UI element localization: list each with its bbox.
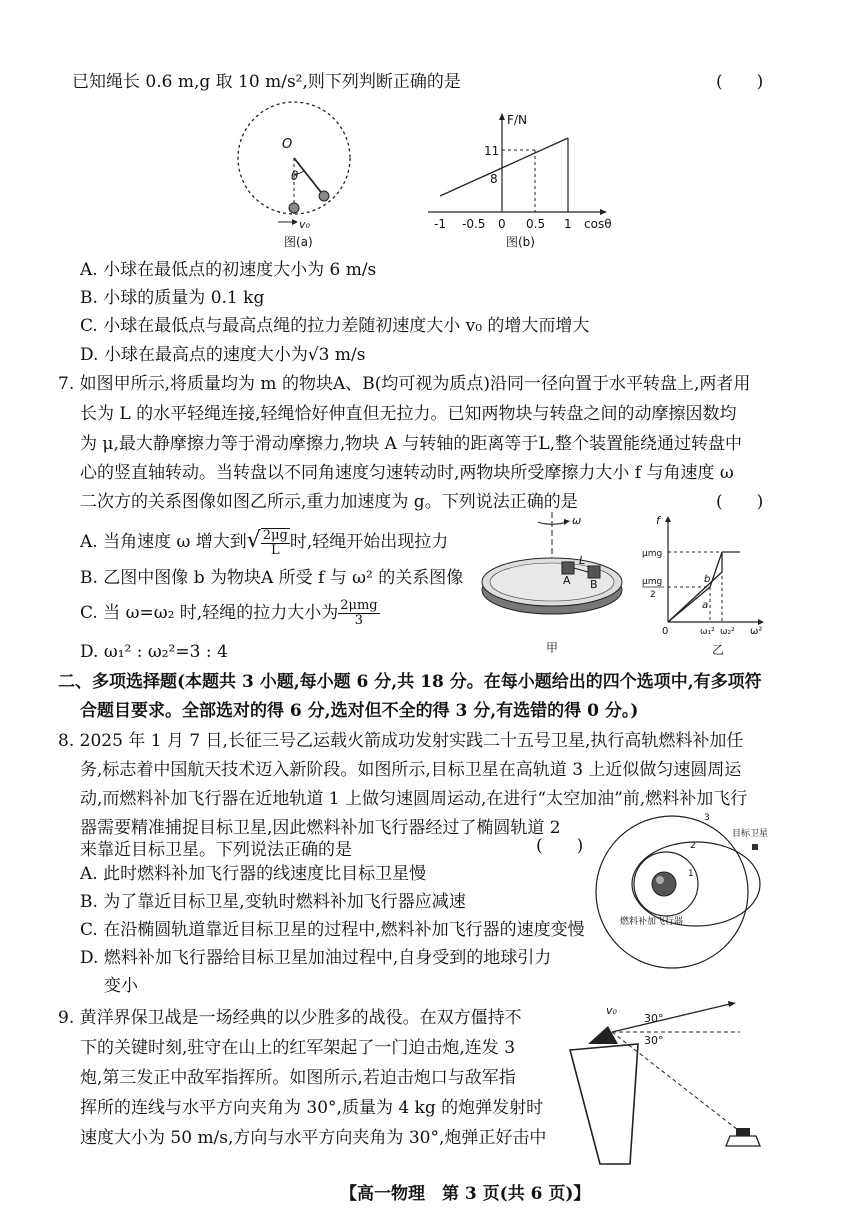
q8-line-3: 动,而燃料补加飞行器在近地轨道 1 上做匀速圆周运动,在进行“太空加油”前,燃料补加飞行 — [80, 789, 748, 809]
q9-line-3: 炮,第三发正中敌军指挥所。如图所示,若迫击炮口与敌军指 — [80, 1068, 516, 1088]
fig-a-theta: θ — [291, 169, 299, 183]
q8-line-4: 器需要精准捕捉目标卫星,因此燃料补加飞行器经过了椭圆轨道 2 — [80, 818, 561, 838]
target-label: 目标卫星 — [732, 829, 769, 839]
page-footer: 【高一物理 第 3 页(共 6 页)】 — [340, 1184, 591, 1204]
q7-answer-paren: ( ) — [716, 492, 764, 512]
q9-line-2: 下的关键时刻,驻守在山上的红军架起了一门迫击炮,连发 3 — [80, 1038, 516, 1058]
orbit-3-label: 3 — [704, 813, 710, 823]
q8-answer-paren: ( ) — [536, 836, 584, 856]
q8-line-1: 8. 2025 年 1 月 7 日,长征三号乙运载火箭成功发射实践二十五号卫星,执行高轨燃料补加任 — [58, 731, 744, 751]
q7-line-3: 为 μ,最大静摩擦力等于滑动摩擦力,物块 A 与转轴的距离等于L,整个装置能绕通过转盘中 — [80, 434, 743, 454]
q7-line-1: 7. 如图甲所示,将质量均为 m 的物块A、B(均可视为质点)沿同一径向置于水平转盘上,两者用 — [58, 374, 751, 394]
fig-yi-w2: ω₂² — [720, 627, 735, 637]
q8-option-a: A. 此时燃料补加飞行器的线速度比目标卫星慢 — [80, 864, 427, 884]
q7-line-2: 长为 L 的水平轻绳连接,轻绳恰好伸直但无拉力。已知两物块与转盘之间的动摩擦因数均 — [80, 404, 737, 424]
fig-b-ytick-8: 8 — [490, 172, 498, 186]
q9-line-1: 9. 黄洋界保卫战是一场经典的以少胜多的战役。在双方僵持不 — [58, 1008, 522, 1028]
craft-label: 燃料补加飞行器 — [620, 917, 684, 927]
section2-line-2: 合题目要求。全部选对的得 6 分,选对但不全的得 3 分,有选错的得 0 分。) — [80, 701, 639, 721]
figure-b — [420, 110, 635, 250]
q7-option-a: A. 当角速度 ω 增大到√ $\frac{2\mu g}{L}$ 时,轻绳开始出现拉力 — [80, 527, 449, 558]
fig-yi-half-num: μmg — [642, 577, 663, 587]
figure-a — [232, 100, 362, 250]
fig-yi-a: a — [702, 600, 709, 611]
fig-yi-f: f — [656, 514, 660, 527]
figure-jia — [478, 508, 628, 660]
fig-b-xtick: 1 — [564, 217, 572, 231]
fig-jia-A: A — [563, 574, 571, 587]
q9-line-4: 挥所的连线与水平方向夹角为 30°,质量为 4 kg 的炮弹发射时 — [80, 1098, 544, 1118]
fig-yi-w1: ω₁² — [700, 627, 715, 637]
q7-option-c: C. 当 ω=ω₂ 时,轻绳的拉力大小为 $\frac{\text{2μmg}}{3}$ — [80, 598, 378, 628]
fig-yi-w: ω² — [750, 626, 763, 637]
figure-cannon — [560, 1000, 790, 1170]
q7-option-d: D. ω₁² : ω₂²=3 : 4 — [80, 642, 228, 662]
q7-line-5: 二次方的关系图像如图乙所示,重力加速度为 g。下列说法正确的是 — [80, 492, 578, 512]
fig-b-caption: 图(b) — [506, 235, 535, 249]
fig-q9-v0: v₀ — [606, 1004, 617, 1017]
q8-option-b: B. 为了靠近目标卫星,变轨时燃料补加飞行器应减速 — [80, 892, 466, 912]
figure-yi — [640, 512, 770, 660]
fig-q9-angle-2: 30° — [644, 1034, 664, 1047]
fig-jia-caption: 甲 — [546, 641, 559, 655]
q6-intro: 已知绳长 0.6 m,g 取 10 m/s²,则下列判断正确的是 — [72, 72, 461, 92]
q6-option-d: D. 小球在最高点的速度大小为√3 m/s — [80, 345, 366, 365]
fig-jia-omega: ω — [572, 514, 582, 527]
fig-b-ytick-11: 11 — [484, 144, 500, 158]
q6-option-a: A. 小球在最低点的初速度大小为 6 m/s — [80, 260, 377, 280]
fig-yi-b: b — [704, 574, 711, 585]
section2-line-1: 二、多项选择题(本题共 3 小题,每小题 6 分,共 18 分。在每小题给出的四个选项中,有多项符 — [58, 672, 762, 692]
q8-option-d-cont: 变小 — [104, 976, 138, 996]
fig-yi-half-den: 2 — [650, 590, 656, 600]
q8-option-d: D. 燃料补加飞行器给目标卫星加油过程中,自身受到的地球引力 — [80, 948, 552, 968]
q7-option-b: B. 乙图中图像 b 为物块A 所受 f 与 ω² 的关系图像 — [80, 568, 464, 588]
fig-q9-angle-1: 30° — [644, 1012, 664, 1025]
fig-a-caption: 图(a) — [284, 235, 313, 249]
orbit-2-label: 2 — [690, 841, 696, 851]
fig-b-ylabel: F/N — [507, 113, 527, 127]
fig-b-xtick: -0.5 — [462, 217, 486, 231]
q9-line-5: 速度大小为 50 m/s,方向与水平方向夹角为 30°,炮弹正好击中 — [80, 1128, 547, 1148]
q6-answer-paren: ( ) — [716, 72, 764, 92]
fig-yi-umg: μmg — [642, 549, 663, 559]
fig-a-v0: v₀ — [299, 218, 310, 231]
fig-yi-origin: 0 — [662, 626, 669, 637]
q7-line-4: 心的竖直轴转动。当转盘以不同角速度匀速转动时,两物块所受摩擦力大小 f 与角速度 ω — [80, 463, 734, 483]
q6-option-c: C. 小球在最低点与最高点绳的拉力差随初速度大小 v₀ 的增大而增大 — [80, 316, 590, 336]
fig-jia-L: L — [579, 554, 586, 567]
q8-option-c: C. 在沿椭圆轨道靠近目标卫星的过程中,燃料补加飞行器的速度变慢 — [80, 920, 585, 940]
fig-b-xtick: 0 — [498, 217, 506, 231]
orbit-1-label: 1 — [688, 869, 694, 879]
q6-option-b: B. 小球的质量为 0.1 kg — [80, 288, 265, 308]
fig-b-xtick: 0.5 — [526, 217, 546, 231]
q8-line-2: 务,标志着中国航天技术迈入新阶段。如图所示,目标卫星在高轨道 3 上近似做匀速圆周运 — [80, 760, 742, 780]
fig-b-xtick: -1 — [434, 217, 446, 231]
fig-b-xlabel: cosθ — [584, 217, 612, 231]
fig-yi-caption: 乙 — [712, 643, 725, 657]
figure-orbits — [592, 808, 772, 978]
q8-line-5: 来靠近目标卫星。下列说法正确的是 — [80, 840, 352, 860]
fig-jia-B: B — [590, 578, 598, 591]
fig-a-O: O — [282, 137, 293, 152]
